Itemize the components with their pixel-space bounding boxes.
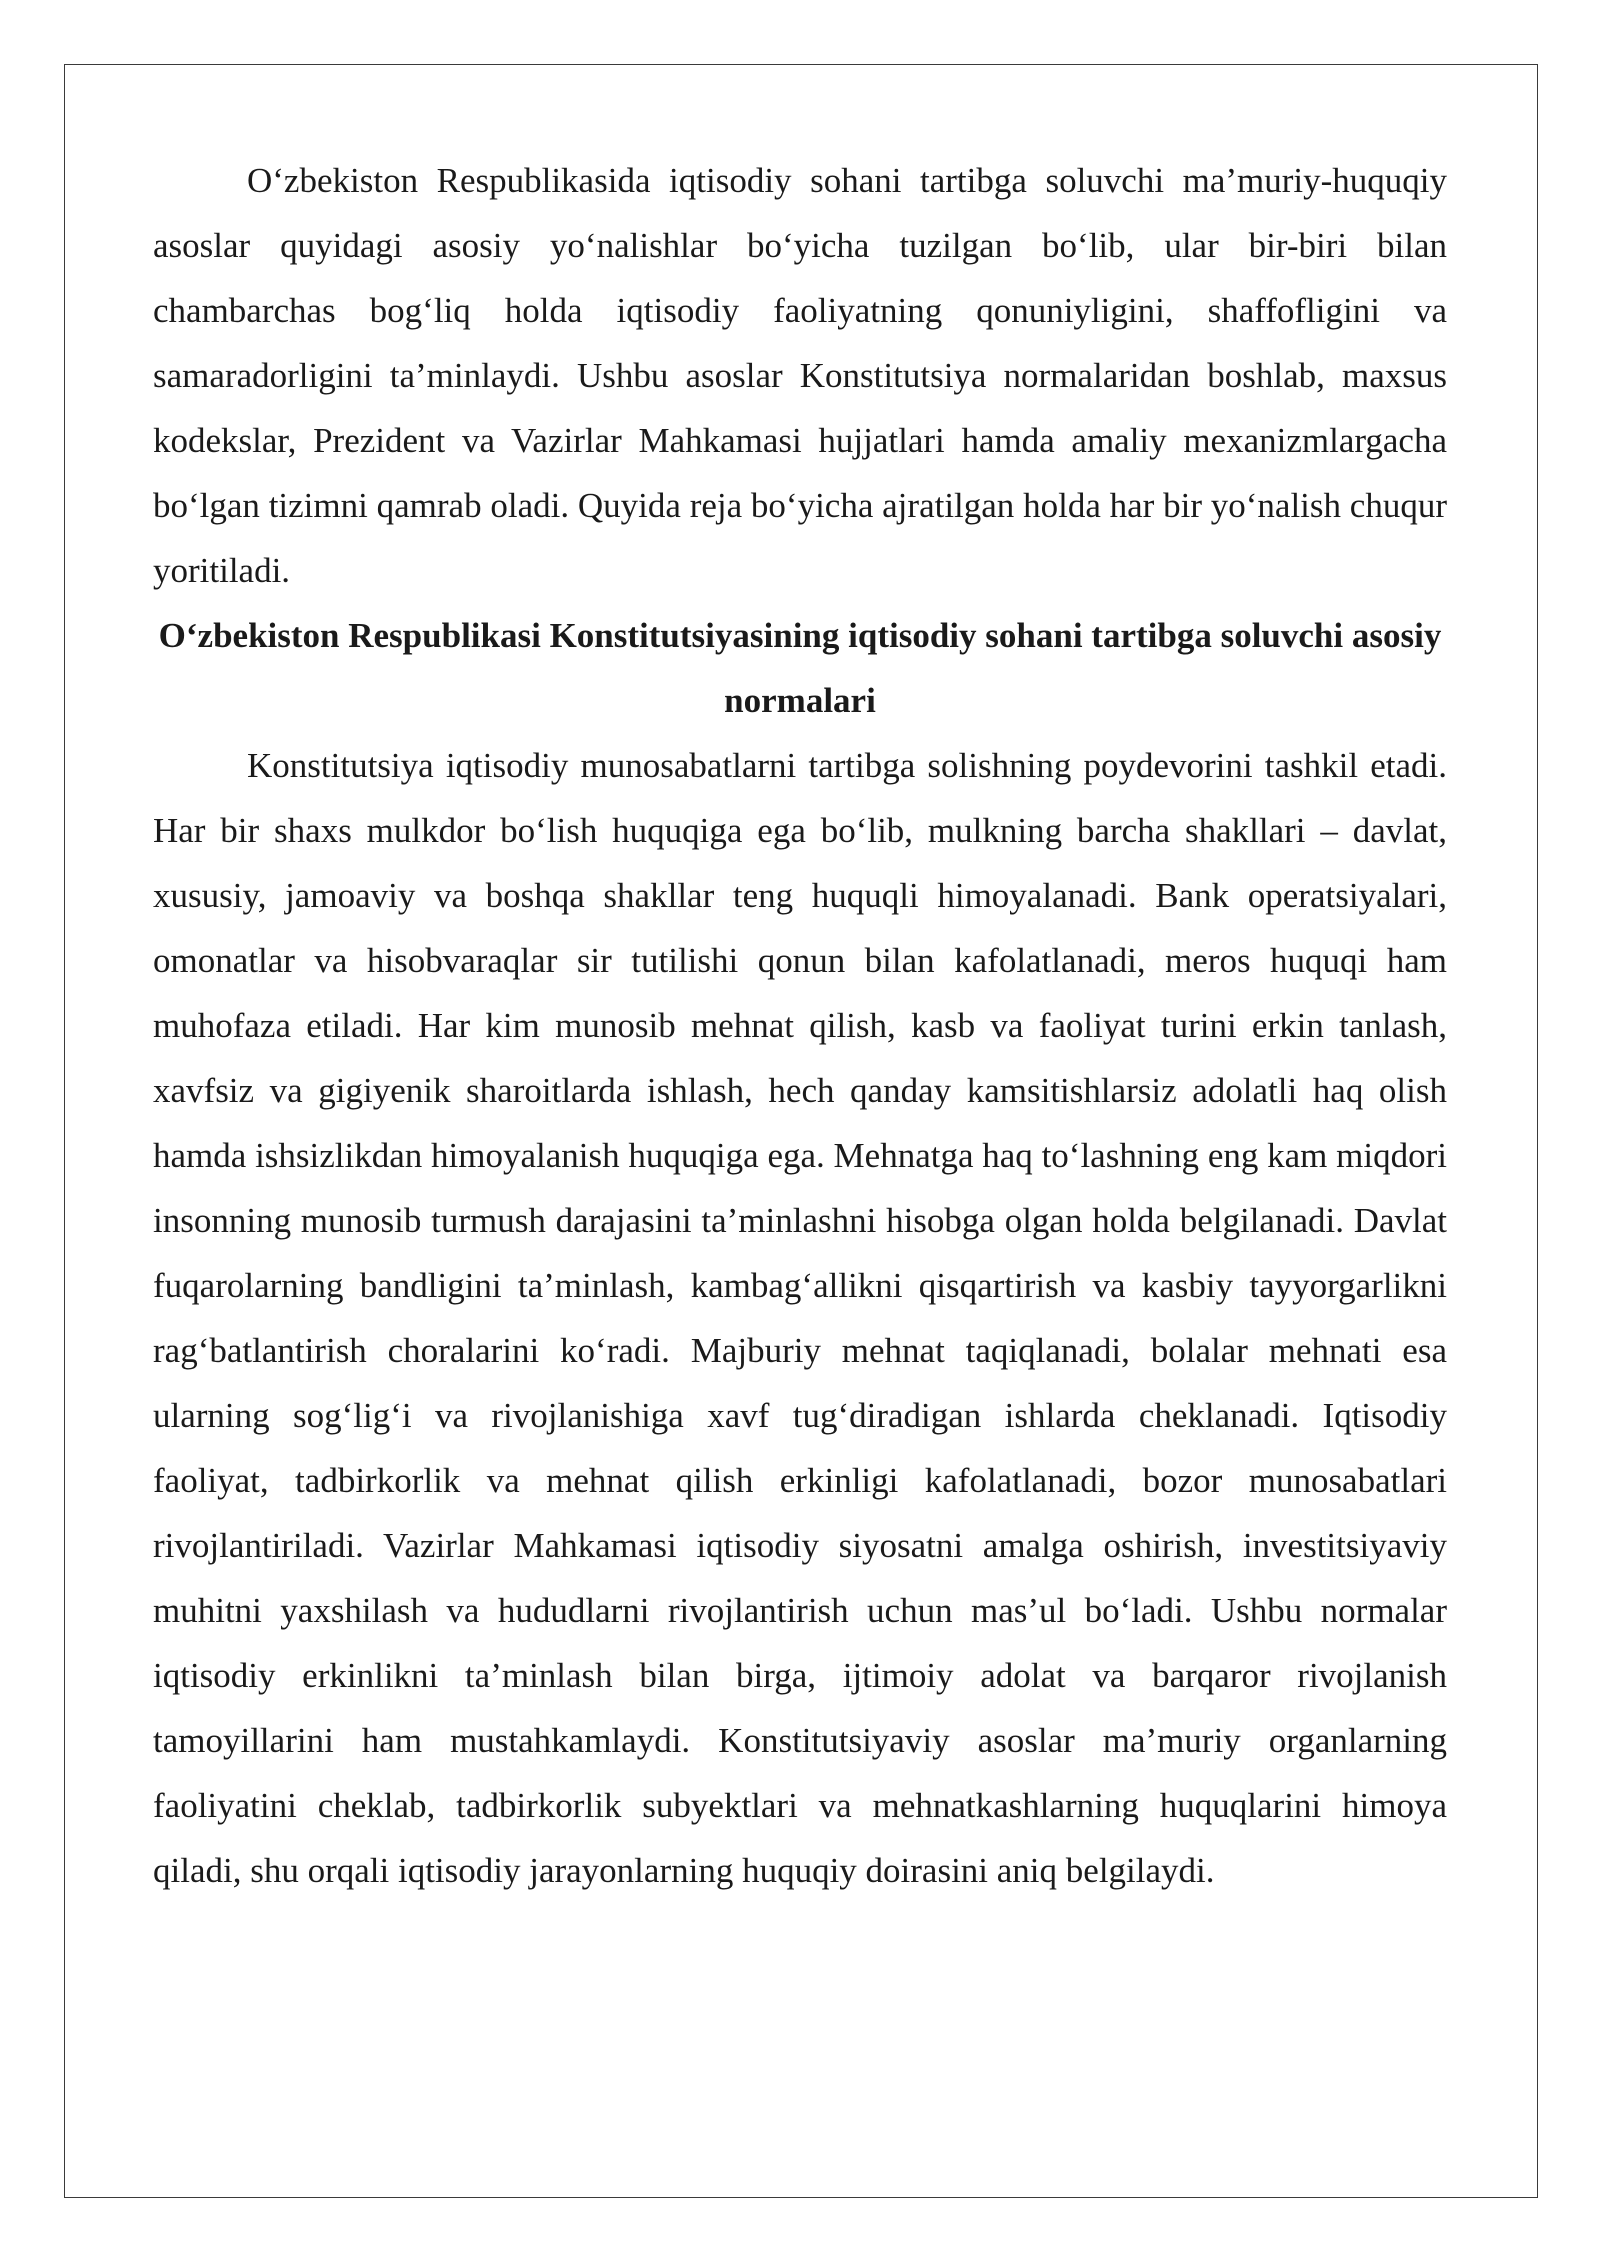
intro-paragraph: O‘zbekiston Respublikasida iqtisodiy sohani tartibga soluvchi ma’muriy-huquqiy asoslar quyidagi asosiy yo‘nalishlar bo‘yicha tuzilgan bo‘lib, ular bir-biri bilan chambarchas bog‘liq holda iqtisodiy faoliyatning qonuniyligini, shaffofligini va samaradorligini ta’minlaydi. Ushbu asoslar Konstitutsiya normalaridan boshlab, maxsus kodekslar, Prezident va Vazirlar Mahkamasi hujjatlari hamda amaliy mexanizmlargacha bo‘lgan tizimni qamrab oladi. Quyida reja bo‘yicha ajratilgan holda har bir yo‘nalish chuqur yoritiladi. <box>153 161 1447 590</box>
section-heading: O‘zbekiston Respublikasi Konstitutsiyasining iqtisodiy sohani tartibga soluvchi asosiy normalari <box>158 616 1442 720</box>
body-paragraph: Konstitutsiya iqtisodiy munosabatlarni tartibga solishning poydevorini tashkil etadi. Har bir shaxs mulkdor bo‘lish huquqiga ega bo‘lib, mulkning barcha shakllari – davlat, xususiy, jamoaviy va boshqa shakllar teng huquqli himoyalanadi. Bank operatsiyalari, omonatlar va hisobvaraqlar sir tutilishi qonun bilan kafolatlanadi, meros huquqi ham muhofaza etiladi. Har kim munosib mehnat qilish, kasb va faoliyat turini erkin tanlash, xavfsiz va gigiyenik sharoitlarda ishlash, hech qanday kamsitishlarsiz adolatli haq olish hamda ishsizlikdan himoyalanish huquqiga ega. Mehnatga haq to‘lashning eng kam miqdori insonning munosib turmush darajasini ta’minlashni hisobga olgan holda belgilanadi. Davlat fuqarolarning bandligini ta’minlash, kambag‘allikni qisqartirish va kasbiy tayyorgarlikni rag‘batlantirish choralarini ko‘radi. Majburiy mehnat taqiqlanadi, bolalar mehnati esa ularning sog‘lig‘i va rivojlanishiga xavf tug‘diradigan ishlarda cheklanadi. Iqtisodiy faoliyat, tadbirkorlik va mehnat qilish erkinligi kafolatlanadi, bozor munosabatlari rivojlantiriladi. Vazirlar Mahkamasi iqtisodiy siyosatni amalga oshirish, investitsiyaviy muhitni yaxshilash va hududlarni rivojlantirish uchun mas’ul bo‘ladi. Ushbu normalar iqtisodiy erkinlikni ta’minlash bilan birga, ijtimoiy adolat va barqaror rivojlanish tamoyillarini ham mustahkamlaydi. Konstitutsiyaviy asoslar ma’muriy organlarning faoliyatini cheklab, tadbirkorlik subyektlari va mehnatkashlarning huquqlarini himoya qiladi, shu orqali iqtisodiy jarayonlarning huquqiy doirasini aniq belgilaydi. <box>153 746 1447 1890</box>
document-body <box>153 148 1447 1903</box>
